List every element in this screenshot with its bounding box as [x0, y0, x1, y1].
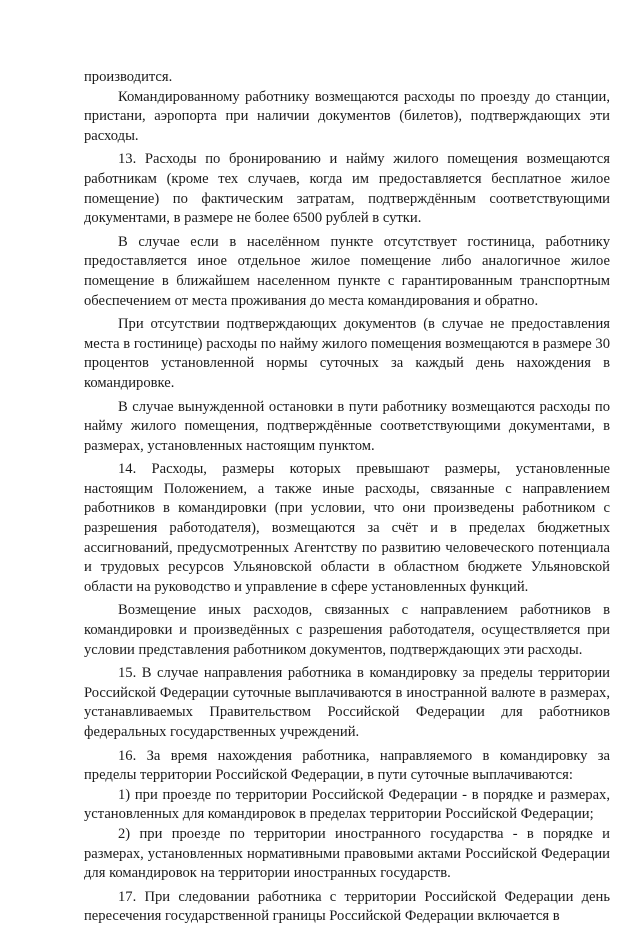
paragraph-subitem-1: 1) при проезде по территории Российской Федерации - в порядке и размерах, установленных для командировок в пределах территории Российской Федерации; — [84, 786, 610, 823]
paragraph-item-14: 14. Расходы, размеры которых превышают размеры, установленные настоящим Положением, а также иные расходы, связанные с направлением работников в командировки (при условии, что они произведены работником с разрешения работодателя), возмещаются за счёт и в пределах бюджетных ассигнований, предусмотренных Агентству по развитию человеческого потенциала и трудовых ресурсов Ульяновской области в областном бюджете Ульяновской области на руководство и управление в сфере установленных функций. — [84, 461, 610, 595]
paragraph-no-documents: При отсутствии подтверждающих документов (в случае не предоставления места в гостинице) расходы по найму жилого помещения возмещаются в размере 30 процентов установленной нормы суточных за каждый день нахождения в командировке. — [84, 316, 610, 391]
paragraph-forced-stop: В случае вынужденной остановки в пути работнику возмещаются расходы по найму жилого помещения, подтверждённые соответствующими документами, в размерах, установленных настоящим пунктом. — [84, 398, 610, 454]
paragraph-subitem-2: 2) при проезде по территории иностранного государства - в порядке и размерах, установленных нормативными правовыми актами Российской Федерации для командировок на территории иностранных государств. — [84, 825, 610, 882]
paragraph-other-expenses: Возмещение иных расходов, связанных с направлением работников в командировки и произведённых с разрешения работодателя, осуществляется при условии представления работником документов, подтверждающих эти расходы. — [84, 602, 610, 658]
paragraph-no-hotel: В случае если в населённом пункте отсутствует гостиница, работнику предоставляется иное отдельное жилое помещение либо аналогичное жилое помещение в ближайшем населенном пункте с гарантированным транспортным обеспечением от места проживания до места командирования и обратно. — [84, 233, 610, 309]
paragraph-travel-to-station: Командированному работнику возмещаются расходы по проезду до станции, пристани, аэропорта при наличии документов (билетов), подтверждающих эти расходы. — [84, 88, 610, 144]
paragraph-item-13: 13. Расходы по бронированию и найму жилого помещения возмещаются работникам (кроме тех случаев, когда им предоставляется бесплатное жилое помещение) по фактическим затратам, подтверждённым соответствующими документами, в размере не более 6500 рублей в сутки. — [84, 151, 610, 227]
paragraph-continuation: производится. — [84, 69, 173, 85]
paragraph-item-17: 17. При следовании работника с территории Российской Федерации день пересечения государственной границы Российской Федерации включается в — [84, 888, 610, 925]
paragraph-item-15: 15. В случае направления работника в командировку за пределы территории Российской Федерации суточные выплачиваются в иностранной валюте в размерах, устанавливаемых Правительством Российской Федерации для работников федеральных государственных учреждений. — [84, 665, 610, 740]
paragraph-item-16: 16. За время нахождения работника, направляемого в командировку за пределы территории Российской Федерации, в пути суточные выплачиваются: — [84, 747, 610, 784]
